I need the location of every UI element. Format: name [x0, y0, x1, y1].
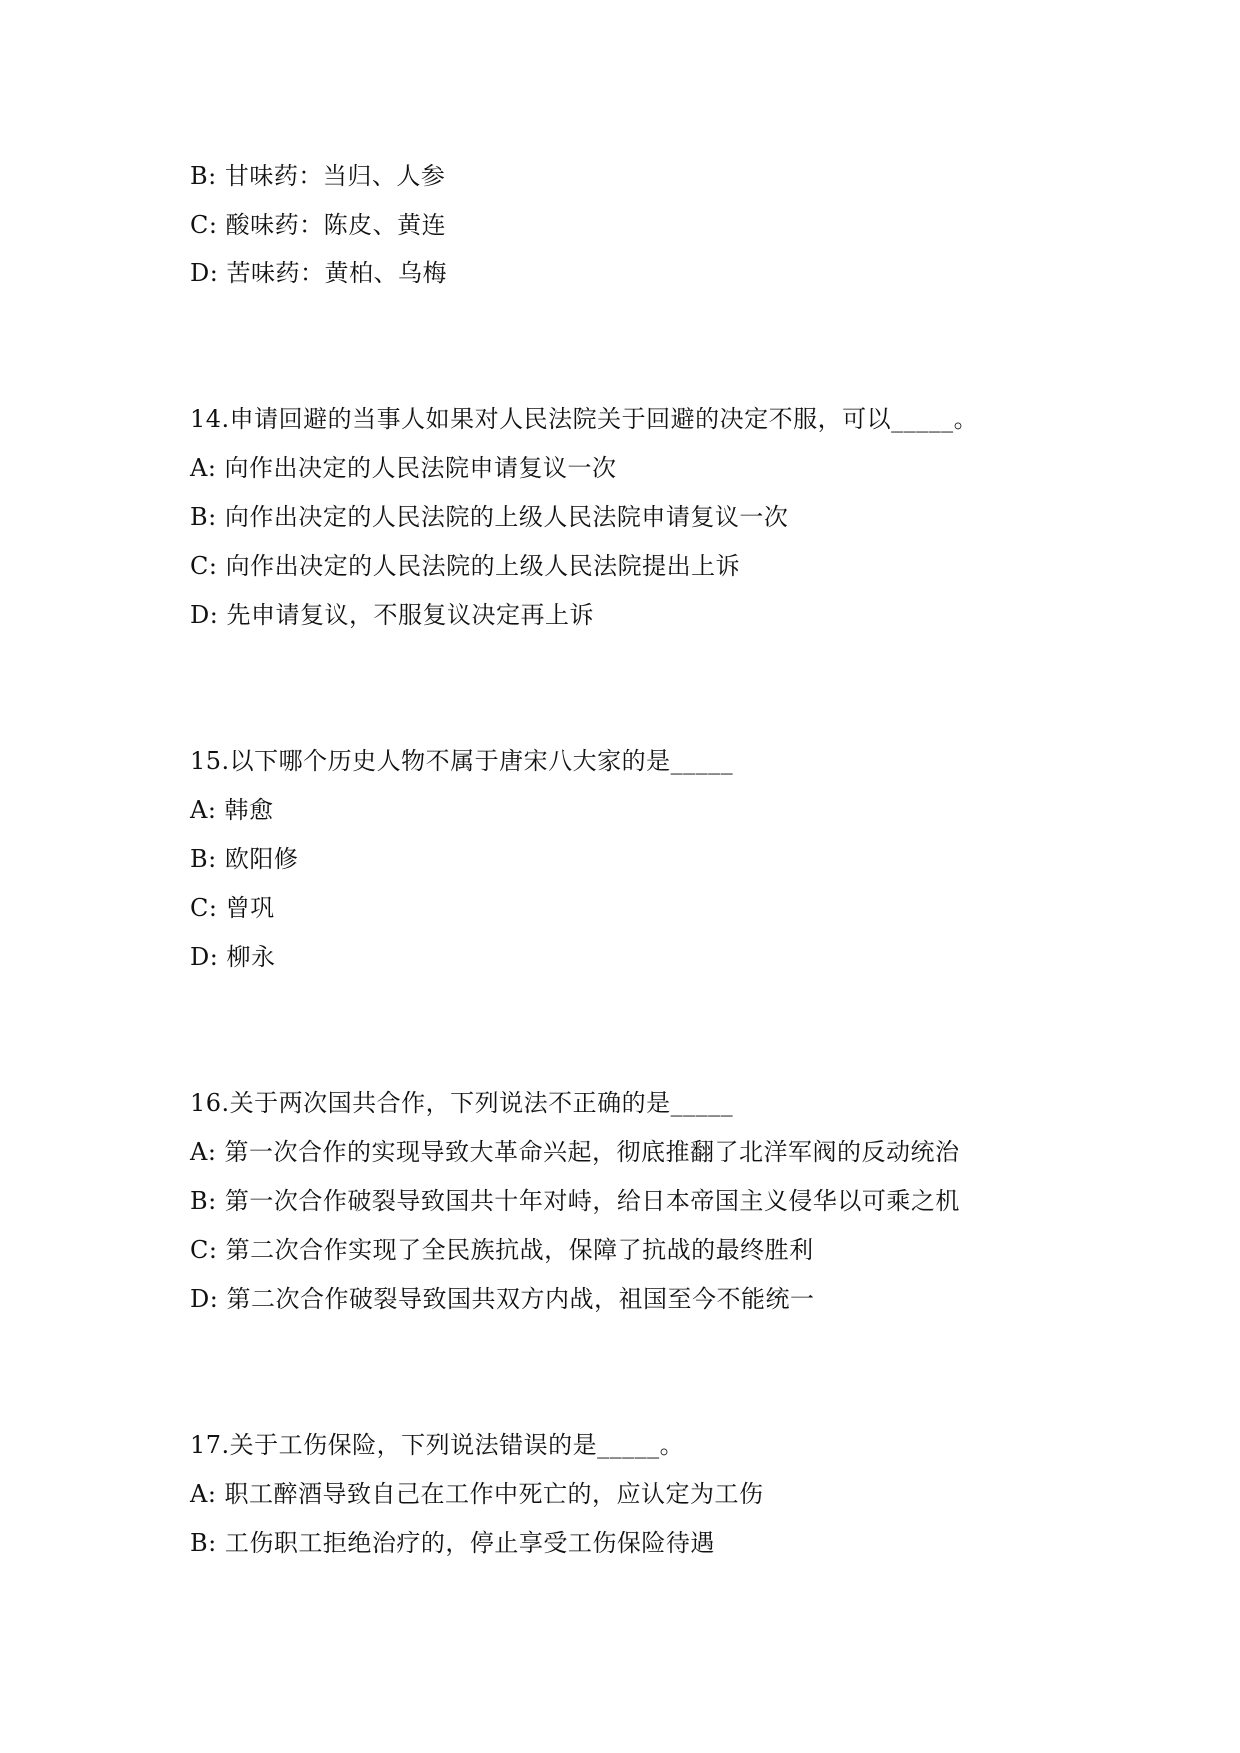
- question-14-option-a: A: 向作出决定的人民法院申请复议一次: [190, 454, 617, 482]
- question-14-option-b: B: 向作出决定的人民法院的上级人民法院申请复议一次: [190, 503, 789, 531]
- option-d: D: 苦味药：黄柏、乌梅: [190, 259, 447, 287]
- question-16-option-a: A: 第一次合作的实现导致大革命兴起，彻底推翻了北洋军阀的反动统治: [190, 1138, 960, 1166]
- question-16-stem: 16.关于两次国共合作，下列说法不正确的是_____: [190, 1089, 734, 1117]
- question-14-option-d: D: 先申请复议，不服复议决定再上诉: [190, 601, 594, 629]
- option-c: C: 酸味药：陈皮、黄连: [190, 211, 447, 239]
- question-17-option-b: B: 工伤职工拒绝治疗的，停止享受工伤保险待遇: [190, 1529, 715, 1557]
- question-15-stem: 15.以下哪个历史人物不属于唐宋八大家的是_____: [190, 747, 734, 775]
- question-17-option-a: A: 职工醉酒导致自己在工作中死亡的，应认定为工伤: [190, 1480, 764, 1508]
- question-15-option-a: A: 韩愈: [190, 796, 274, 824]
- question-15-option-b: B: 欧阳修: [190, 845, 299, 873]
- question-14-stem: 14.申请回避的当事人如果对人民法院关于回避的决定不服，可以_____。: [190, 405, 979, 433]
- question-17-stem: 17.关于工伤保险，下列说法错误的是_____。: [190, 1431, 685, 1459]
- question-15-option-c: C: 曾巩: [190, 894, 275, 922]
- question-16-option-d: D: 第二次合作破裂导致国共双方内战，祖国至今不能统一: [190, 1285, 815, 1313]
- question-16-option-b: B: 第一次合作破裂导致国共十年对峙，给日本帝国主义侵华以可乘之机: [190, 1187, 960, 1215]
- question-15-option-d: D: 柳永: [190, 943, 276, 971]
- question-16-option-c: C: 第二次合作实现了全民族抗战，保障了抗战的最终胜利: [190, 1236, 814, 1264]
- option-b: B: 甘味药：当归、人参: [190, 162, 446, 190]
- question-14-option-c: C: 向作出决定的人民法院的上级人民法院提出上诉: [190, 552, 741, 580]
